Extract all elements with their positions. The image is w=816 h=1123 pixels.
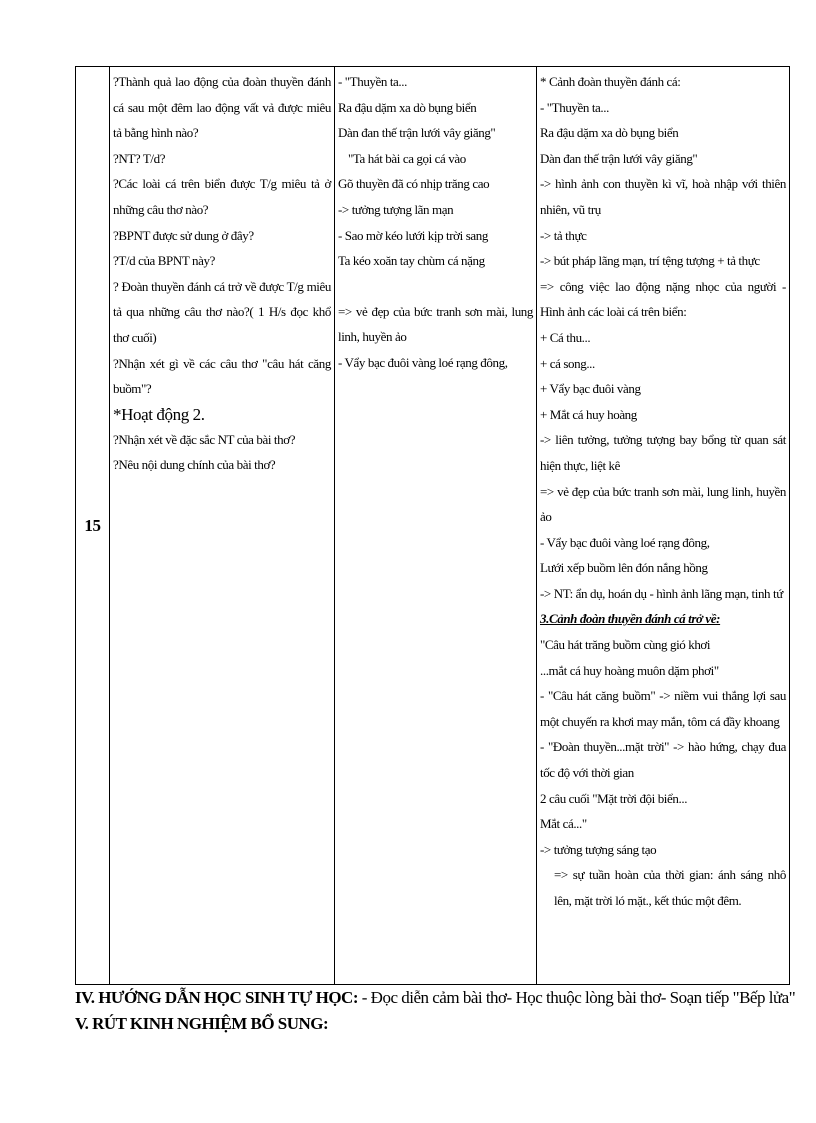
spacer xyxy=(338,274,533,299)
self-study-guide xyxy=(75,988,795,1008)
notes-column xyxy=(537,67,790,985)
note-line: ...mắt cá huy hoàng muôn dặm phơi" xyxy=(540,662,719,678)
table-row xyxy=(76,67,790,985)
self-study-text: - Đọc diễn cảm bài thơ- Học thuộc lòng bài thơ- Soạn tiếp "Bếp lửa" xyxy=(358,988,796,1007)
activity-heading: *Hoạt động 2. xyxy=(113,404,205,424)
section-heading: 3.Cảnh đoàn thuyền đánh cá trở về: xyxy=(540,611,721,627)
question-item: ?BPNT được sử dung ở đây? xyxy=(113,227,254,243)
question-item: ? Đoàn thuyền đánh cá trở về được T/g miêu tả qua những câu thơ nào?( 1 H/s đọc khổ thơ cuối) xyxy=(113,278,331,345)
lesson-table xyxy=(75,66,790,985)
note-line: => công việc lao động nặng nhọc của người - Hình ảnh các loài cá trên biển: xyxy=(540,278,786,320)
question-item: ?Nêu nội dung chính của bài thơ? xyxy=(113,457,276,473)
note-line: + Mắt cá huy hoàng xyxy=(540,406,637,422)
question-item: ?Nhận xét về đặc sắc NT của bài thơ? xyxy=(113,431,296,447)
note-line: "Câu hát trăng buồm cùng gió khơi xyxy=(540,637,711,653)
answer-line: - "Thuyền ta... xyxy=(338,74,407,89)
answer-line: - Vẩy bạc đuôi vàng loé rạng đông, xyxy=(338,354,508,370)
note-line: Dàn đan thế trận lưới vây giăng" xyxy=(540,150,698,166)
note-line: Lưới xếp buồm lên đón nắng hồng xyxy=(540,560,708,576)
answer-line: "Ta hát bài ca gọi cá vào xyxy=(348,150,466,166)
self-study-heading: IV. HƯỚNG DẪN HỌC SINH TỰ HỌC: xyxy=(75,988,358,1007)
question-item: ?Các loài cá trên biển được T/g miêu tả ở những câu thơ nào? xyxy=(113,176,331,217)
note-line: - "Thuyền ta... xyxy=(540,99,609,115)
answer-line: => vẻ đẹp của bức tranh sơn mài, lung linh, huyền ảo xyxy=(338,303,533,345)
answers-column xyxy=(335,67,537,985)
answer-line: -> tưởng tượng lãn mạn xyxy=(338,201,454,217)
answer-line: - Sao mờ kéo lưới kịp trời sang xyxy=(338,227,488,243)
note-line: + Vẩy bạc đuôi vàng xyxy=(540,381,641,397)
note-line: - Vẩy bạc đuôi vàng loé rạng đông, xyxy=(540,534,710,550)
questions-column xyxy=(110,67,335,985)
note-line: -> tưởng tượng sáng tạo xyxy=(540,841,657,857)
question-item: ?Thành quả lao động của đoàn thuyền đánh cá sau một đêm lao động vất vả được miêu tả bằng hình nào? xyxy=(113,74,331,141)
note-line: => vẻ đẹp của bức tranh sơn mài, lung linh, huyền ảo xyxy=(540,483,786,525)
answer-line: Ta kéo xoăn tay chùm cá nặng xyxy=(338,253,485,269)
note-line: + cá song... xyxy=(540,355,595,371)
question-item: ?T/d của BPNT này? xyxy=(113,253,215,269)
note-line: -> liên tưởng, tưởng tượng bay bổng từ quan sát hiện thực, liệt kê xyxy=(540,432,786,473)
answer-line: Dàn đan thế trận lưới vây giăng" xyxy=(338,125,496,141)
question-item: ?NT? T/d? xyxy=(113,150,166,166)
note-line: - "Đoàn thuyền...mặt trời" -> hào hứng, chạy đua tốc độ với thời gian xyxy=(540,739,786,781)
note-line: * Cảnh đoàn thuyền đánh cá: xyxy=(540,74,681,89)
note-line: Mắt cá..." xyxy=(540,816,587,832)
note-line: -> hình ảnh con thuyền kì vĩ, hoà nhập với thiên nhiên, vũ trụ xyxy=(540,176,786,217)
note-line: Ra đậu dặm xa dò bụng biển xyxy=(540,125,679,141)
note-line: -> NT: ẩn dụ, hoán dụ - hình ảnh lãng mạn, tinh tứ xyxy=(540,585,783,601)
note-line: -> bút pháp lãng mạn, trí tệng tượng + tả thực xyxy=(540,253,760,269)
note-line: + Cá thu... xyxy=(540,329,591,345)
note-line: -> tả thực xyxy=(540,227,587,243)
row-number: 15 xyxy=(76,67,110,985)
note-line: - "Câu hát căng buồm" -> niềm vui thắng lợi sau một chuyến ra khơi may mắn, tôm cá đầy khoang xyxy=(540,688,786,729)
note-line: 2 câu cuối "Mặt trời đội biển... xyxy=(540,790,688,806)
note-line: => sự tuần hoàn của thời gian: ánh sáng nhô lên, mặt trời ló mặt., kết thúc một đêm. xyxy=(554,867,786,908)
experience-heading: V. RÚT KINH NGHIỆM BỔ SUNG: xyxy=(75,1014,329,1033)
answer-line: Gõ thuyền đã có nhịp trăng cao xyxy=(338,176,490,192)
answer-line: Ra đậu dặm xa dò bụng biển xyxy=(338,99,477,115)
question-item: ?Nhận xét gì về các câu thơ "câu hát căng buồm"? xyxy=(113,355,331,397)
